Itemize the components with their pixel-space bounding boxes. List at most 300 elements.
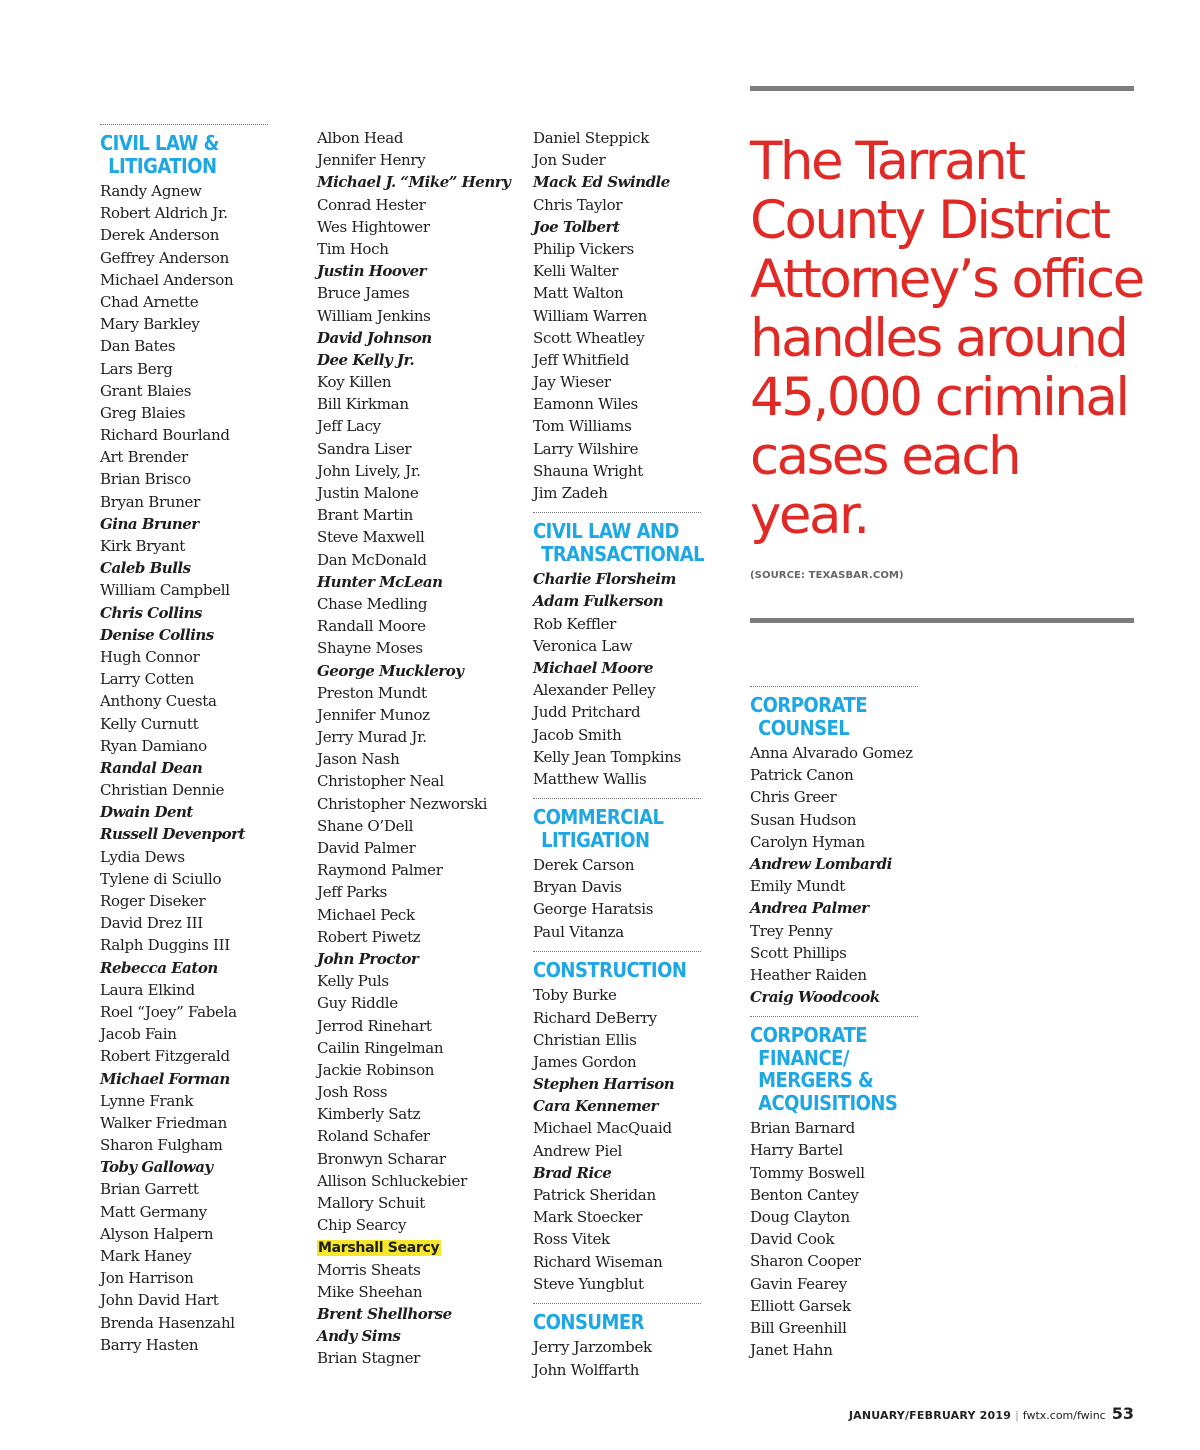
- lawyer-name: [533, 194, 701, 216]
- lawyer-name-text: Laura Elkind: [100, 980, 195, 999]
- lawyer-name-text: Jerry Jarzombek: [533, 1338, 652, 1357]
- lawyer-name: [100, 180, 268, 202]
- lawyer-name: [533, 216, 701, 238]
- section-divider: [750, 686, 918, 687]
- lawyer-name-text: Trey Penny: [750, 921, 833, 940]
- lawyer-name: [317, 482, 492, 504]
- lawyer-name-text: Lydia Dews: [100, 847, 185, 866]
- lawyer-name-text: Bruce James: [317, 284, 410, 303]
- lawyer-name: [100, 1245, 268, 1267]
- lawyer-name-text: Cara Kennemer: [533, 1097, 658, 1116]
- lawyer-name: [317, 704, 492, 726]
- lawyer-name: [533, 1228, 701, 1250]
- lawyer-name: [100, 1112, 268, 1134]
- lawyer-name: [750, 964, 918, 986]
- pull-quote-line: County District: [750, 190, 1109, 251]
- lawyer-name-text: David Palmer: [317, 839, 416, 857]
- lawyer-name: [100, 1090, 268, 1112]
- lawyer-name-text: Marshall Searcy: [318, 1240, 440, 1257]
- lawyer-name-text: Ryan Damiano: [100, 736, 207, 755]
- lawyer-name: [100, 1001, 268, 1023]
- lawyer-name: [533, 1140, 701, 1162]
- lawyer-name-text: Justin Hoover: [317, 262, 427, 281]
- lawyer-name: [100, 513, 268, 535]
- lawyer-name: [533, 854, 701, 876]
- lawyer-name: [533, 393, 701, 415]
- lawyer-name: [750, 786, 918, 808]
- section-heading-line: LITIGATION: [541, 827, 650, 852]
- lawyer-name: [100, 1068, 268, 1090]
- lawyer-name: [317, 194, 492, 216]
- lawyer-name-text: Jim Zadeh: [533, 484, 608, 502]
- lawyer-name: [750, 1162, 918, 1184]
- section-heading-line: MERGERS &: [758, 1068, 874, 1093]
- lawyer-name-text: Tommy Boswell: [750, 1163, 865, 1182]
- lawyer-name: [750, 1273, 918, 1295]
- lawyer-name: [100, 535, 268, 557]
- lawyer-name: [533, 1251, 701, 1273]
- lawyer-name-text: David Drez III: [100, 914, 203, 933]
- lawyer-name: [317, 571, 492, 593]
- lawyer-name-text: Chris Collins: [100, 603, 203, 622]
- section-heading-civil-law-and-transactional: [533, 519, 705, 566]
- lawyer-name-text: Randal Dean: [100, 758, 203, 777]
- lawyer-name-text: Elliott Garsek: [750, 1296, 851, 1315]
- lawyer-name: [533, 305, 701, 327]
- lawyer-name-text: Kelly Puls: [317, 972, 389, 991]
- lawyer-name: [533, 679, 701, 701]
- lawyer-name-text: Bryan Bruner: [100, 492, 201, 511]
- lawyer-name: [100, 779, 268, 801]
- section-divider: [533, 798, 701, 799]
- lawyer-name: [100, 446, 268, 468]
- section-divider: [533, 951, 701, 952]
- lawyer-name-text: Gavin Fearey: [750, 1274, 847, 1293]
- footer-site: fwtx.com/fwinc: [1022, 1409, 1106, 1422]
- lawyer-name-text: Jeff Whitfield: [533, 350, 630, 369]
- lawyer-name-text: Larry Cotten: [100, 670, 194, 689]
- section-heading-corporate-counsel: [750, 694, 901, 739]
- lawyer-name: [100, 579, 268, 601]
- lawyer-name-text: Walker Friedman: [100, 1113, 227, 1132]
- lawyer-name: [317, 1170, 492, 1192]
- section-heading-construction: [533, 957, 687, 982]
- lawyer-name: [317, 926, 492, 948]
- lawyer-name: [100, 979, 268, 1001]
- lawyer-name: [317, 1015, 492, 1037]
- column-3: [533, 127, 705, 1381]
- lawyer-name-text: Robert Fitzgerald: [100, 1047, 230, 1066]
- lawyer-name-text: Mary Barkley: [100, 315, 200, 334]
- lawyer-name: [100, 690, 268, 712]
- lawyer-name: [317, 526, 492, 548]
- lawyer-name-text: Randy Agnew: [100, 182, 202, 200]
- lawyer-name-text: Art Brender: [100, 448, 188, 467]
- lawyer-name: [317, 171, 511, 193]
- section-heading-corporate-finance-mergers-acquisitions: [750, 1024, 901, 1114]
- lawyer-name: [100, 491, 268, 513]
- lawyer-name: [317, 371, 492, 393]
- lawyer-name: [100, 890, 268, 912]
- lawyer-name: [317, 1037, 492, 1059]
- lawyer-name-text: Kirk Bryant: [100, 537, 186, 555]
- lawyer-name-text: George Haratsis: [533, 900, 654, 919]
- lawyer-name-text: Richard Bourland: [100, 426, 230, 445]
- lawyer-name: [100, 757, 268, 779]
- lawyer-name-text: Kelly Curnutt: [100, 714, 199, 733]
- lawyer-name-text: Justin Malone: [317, 484, 419, 502]
- lawyer-name: [317, 460, 492, 482]
- lawyer-name: [317, 327, 492, 349]
- lawyer-name-text: William Warren: [533, 306, 648, 325]
- lawyer-name-text: Kelly Jean Tompkins: [533, 747, 682, 766]
- lawyer-name: [100, 868, 268, 890]
- lawyer-name-text: Ross Vitek: [533, 1230, 610, 1249]
- section-gap: [533, 943, 701, 951]
- lawyer-name: [750, 1250, 918, 1272]
- section-heading-line: COUNSEL: [758, 715, 850, 740]
- page-number: 53: [1111, 1404, 1134, 1423]
- lawyer-name: [317, 1125, 492, 1147]
- lawyer-name-text: Wes Hightower: [317, 217, 430, 236]
- lawyer-name-text: Benton Cantey: [750, 1185, 859, 1204]
- lawyer-name-text: Brian Barnard: [750, 1119, 855, 1138]
- lawyer-name-text: Jacob Fain: [100, 1025, 177, 1044]
- lawyer-name: [317, 992, 492, 1014]
- lawyer-name: [100, 335, 268, 357]
- lawyer-name: [533, 371, 701, 393]
- lawyer-name-text: Janet Hahn: [750, 1341, 833, 1360]
- lawyer-name: [100, 846, 268, 868]
- lawyer-name: [100, 1334, 268, 1356]
- section-heading-commercial-litigation: [533, 806, 684, 851]
- lawyer-name-text: Brenda Hasenzahl: [100, 1313, 235, 1332]
- section-heading-line: LITIGATION: [108, 153, 217, 178]
- lawyer-name: [533, 1184, 701, 1206]
- lawyer-name: [533, 327, 701, 349]
- lawyer-name-text: Adam Fulkerson: [533, 592, 664, 611]
- lawyer-name: [100, 957, 268, 979]
- lawyer-name-text: Shauna Wright: [533, 461, 644, 480]
- lawyer-name-text: Heather Raiden: [750, 965, 867, 984]
- lawyer-name-text: Jackie Robinson: [317, 1060, 435, 1079]
- lawyer-name: [533, 349, 701, 371]
- lawyer-name: [100, 424, 268, 446]
- lawyer-name-text: Jeff Parks: [317, 883, 388, 902]
- pull-quote-top-rule: [750, 86, 1134, 91]
- lawyer-name: [750, 764, 918, 786]
- lawyer-name-text: Geffrey Anderson: [100, 248, 229, 267]
- lawyer-name-text: Toby Burke: [533, 986, 617, 1005]
- lawyer-name: [533, 921, 701, 943]
- lawyer-name: [317, 815, 492, 837]
- footer-issue: JANUARY/FEBRUARY 2019: [848, 1409, 1012, 1422]
- lawyer-name: [317, 637, 492, 659]
- lawyer-name-text: Jerrod Rinehart: [317, 1016, 432, 1035]
- lawyer-name: [317, 1325, 492, 1347]
- lawyer-name-text: Andrea Palmer: [750, 899, 869, 918]
- lawyer-name-text: Dan McDonald: [317, 550, 427, 569]
- lawyer-name: [533, 1095, 701, 1117]
- lawyer-name: [317, 1103, 492, 1125]
- footer-separator: |: [1015, 1409, 1019, 1422]
- lawyer-name-text: Koy Killen: [317, 373, 392, 392]
- lawyer-name-text: Chip Searcy: [317, 1216, 407, 1235]
- section-heading-line: ACQUISITIONS: [758, 1090, 898, 1115]
- lawyer-name: [750, 897, 918, 919]
- column-1: [100, 124, 268, 1356]
- lawyer-name-text: James Gordon: [533, 1052, 637, 1071]
- lawyer-name-text: Lynne Frank: [100, 1091, 194, 1110]
- lawyer-name: [317, 1347, 492, 1369]
- lawyer-name-text: Stephen Harrison: [533, 1075, 675, 1094]
- lawyer-name-text: John Wolffarth: [533, 1360, 640, 1379]
- lawyer-name: [750, 809, 918, 831]
- lawyer-name: [100, 1156, 268, 1178]
- lawyer-name: [533, 1007, 701, 1029]
- lawyer-name-text: Christian Ellis: [533, 1030, 637, 1049]
- lawyer-name-text: Steve Yungblut: [533, 1274, 644, 1293]
- lawyer-name: [100, 1223, 268, 1245]
- lawyer-name-text: Brian Brisco: [100, 470, 191, 489]
- lawyer-name-text: Bill Kirkman: [317, 395, 409, 414]
- lawyer-name-text: Chad Arnette: [100, 292, 199, 311]
- lawyer-name: [317, 904, 492, 926]
- lawyer-name: [750, 831, 918, 853]
- section-heading-line: TRANSACTIONAL: [541, 541, 705, 566]
- section-heading-line: COMMERCIAL: [533, 805, 664, 830]
- lawyer-name: [100, 557, 268, 579]
- lawyer-name-text: Shane O’Dell: [317, 816, 414, 835]
- lawyer-name: [750, 1117, 918, 1139]
- lawyer-name: [317, 748, 492, 770]
- lawyer-name-text: Richard Wiseman: [533, 1252, 663, 1271]
- lawyer-name: [100, 1289, 268, 1311]
- lawyer-name-text: Albon Head: [317, 129, 404, 147]
- lawyer-name: [533, 1073, 701, 1095]
- lawyer-name-text: Derek Carson: [533, 856, 635, 875]
- lawyer-name-text: Sharon Fulgham: [100, 1136, 223, 1155]
- column-4: [750, 686, 918, 1361]
- lawyer-name-text: Kelli Walter: [533, 262, 619, 281]
- lawyer-name-text: Chris Greer: [750, 788, 837, 807]
- lawyer-name-text: John Proctor: [317, 949, 419, 968]
- lawyer-name-text: Christopher Nezworski: [317, 794, 488, 813]
- lawyer-name: [533, 657, 701, 679]
- lawyer-name: [317, 1192, 492, 1214]
- page-footer: [849, 1404, 1134, 1423]
- section-heading-line: CONSUMER: [533, 1309, 644, 1334]
- lawyer-name-text: Tim Hoch: [317, 239, 389, 258]
- lawyer-name-text: Mark Stoecker: [533, 1208, 643, 1227]
- pull-quote-line: The Tarrant: [750, 131, 1024, 192]
- lawyer-name: [750, 942, 918, 964]
- lawyer-name-text: Sandra Liser: [317, 439, 412, 458]
- lawyer-name-text: Hunter McLean: [317, 572, 443, 591]
- lawyer-name-text: Daniel Steppick: [533, 129, 650, 147]
- lawyer-name-text: Michael Peck: [317, 905, 415, 924]
- lawyer-name-text: Jerry Murad Jr.: [317, 728, 427, 747]
- lawyer-name: [317, 1148, 492, 1170]
- section-heading-line: CIVIL LAW &: [100, 131, 219, 155]
- lawyer-name: [100, 602, 268, 624]
- lawyer-name-text: Shayne Moses: [317, 639, 423, 658]
- lawyer-name: [750, 742, 918, 764]
- lawyer-name: [317, 549, 492, 571]
- lawyer-name-text: Roland Schafer: [317, 1127, 430, 1146]
- lawyer-name: [533, 1206, 701, 1228]
- lawyer-name: [317, 127, 492, 149]
- lawyer-name: [100, 735, 268, 757]
- lawyer-name-text: Mack Ed Swindle: [533, 173, 670, 192]
- lawyer-name-text: Toby Galloway: [100, 1158, 213, 1177]
- lawyer-name: [533, 1117, 701, 1139]
- lawyer-name: [750, 1317, 918, 1339]
- lawyer-name-text: Guy Riddle: [317, 994, 398, 1013]
- section-heading-line: FINANCE/: [758, 1045, 849, 1070]
- lawyer-name: [533, 282, 701, 304]
- lawyer-name-text: William Jenkins: [317, 306, 431, 325]
- lawyer-name-text: Brian Stagner: [317, 1349, 421, 1368]
- lawyer-name: [750, 875, 918, 897]
- lawyer-name: [100, 247, 268, 269]
- lawyer-name: [317, 881, 492, 903]
- lawyer-name: [533, 415, 701, 437]
- lawyer-name-text: Ralph Duggins III: [100, 936, 230, 955]
- lawyer-name-text: Paul Vitanza: [533, 922, 624, 941]
- lawyer-name: [317, 438, 492, 460]
- lawyer-name-text: Robert Aldrich Jr.: [100, 204, 228, 223]
- section-divider: [533, 512, 701, 513]
- lawyer-name: [100, 668, 268, 690]
- lawyer-name-text: Mike Sheehan: [317, 1282, 423, 1301]
- lawyer-name-text: Eamonn Wiles: [533, 395, 638, 414]
- lawyer-name: [750, 986, 918, 1008]
- lawyer-name: [100, 358, 268, 380]
- lawyer-name-text: Bryan Davis: [533, 878, 622, 897]
- lawyer-name-text: Scott Wheatley: [533, 328, 645, 347]
- section-gap: [533, 504, 701, 512]
- lawyer-name: [533, 1051, 701, 1073]
- lawyer-name: [750, 1228, 918, 1250]
- lawyer-name: [533, 701, 701, 723]
- lawyer-name: [533, 746, 701, 768]
- lawyer-name-text: Rob Keffler: [533, 614, 617, 633]
- lawyer-name-text: Joe Tolbert: [533, 217, 620, 236]
- lawyer-name-text: Dwain Dent: [100, 803, 193, 822]
- lawyer-name-text: Andy Sims: [317, 1327, 401, 1346]
- lawyer-name: [317, 1281, 492, 1303]
- lawyer-name-text: Caleb Bulls: [100, 559, 191, 578]
- lawyer-name-text: Randall Moore: [317, 617, 426, 636]
- lawyer-name-text: Jennifer Munoz: [317, 705, 430, 724]
- lawyer-name: [317, 948, 492, 970]
- lawyer-name: [317, 282, 492, 304]
- lawyer-name-text: Brent Shellhorse: [317, 1304, 452, 1323]
- lawyer-name: [317, 216, 492, 238]
- lawyer-name: [317, 660, 492, 682]
- lawyer-name-text: Susan Hudson: [750, 810, 857, 829]
- lawyer-name: [100, 1201, 268, 1223]
- lawyer-name-text: Larry Wilshire: [533, 439, 639, 458]
- lawyer-name-text: Mark Haney: [100, 1247, 192, 1265]
- lawyer-name-text: David Cook: [750, 1230, 835, 1249]
- lawyer-name: [317, 615, 492, 637]
- pull-quote-line: 45,000 criminal: [750, 367, 1128, 428]
- lawyer-name: [100, 823, 268, 845]
- lawyer-name-text: Charlie Florsheim: [533, 570, 676, 589]
- section-heading-line: CORPORATE: [750, 1023, 867, 1048]
- lawyer-name: [317, 260, 492, 282]
- lawyer-name-text: Russell Devenport: [100, 825, 245, 844]
- section-heading-line: CONSTRUCTION: [533, 957, 687, 982]
- lawyer-name: [100, 313, 268, 335]
- lawyer-name-text: Patrick Canon: [750, 766, 854, 785]
- lawyer-name: [100, 934, 268, 956]
- lawyer-name: [317, 1081, 492, 1103]
- lawyer-name-text: Michael Forman: [100, 1069, 230, 1088]
- lawyer-name: [533, 613, 701, 635]
- lawyer-name-text: Bill Greenhill: [750, 1318, 847, 1337]
- lawyer-name-text: Raymond Palmer: [317, 861, 443, 880]
- lawyer-name-text: Jeff Lacy: [317, 417, 381, 436]
- lawyer-name-text: George Muckleroy: [317, 661, 464, 680]
- lawyer-name: [100, 646, 268, 668]
- section-divider: [100, 124, 268, 125]
- lawyer-name-text: Robert Piwetz: [317, 927, 421, 946]
- lawyer-name: [317, 793, 492, 815]
- lawyer-name: [533, 1162, 701, 1184]
- lawyer-name-text: Brad Rice: [533, 1163, 612, 1182]
- lawyer-name-text: Sharon Cooper: [750, 1252, 861, 1271]
- lawyer-name: [317, 504, 492, 526]
- lawyer-name: [317, 682, 492, 704]
- pull-quote-line: year.: [750, 485, 868, 546]
- lawyer-name-text: Michael MacQuaid: [533, 1119, 672, 1138]
- lawyer-name-text: Dan Bates: [100, 337, 176, 356]
- lawyer-name: [533, 1359, 701, 1381]
- lawyer-name-text: Scott Phillips: [750, 943, 847, 962]
- lawyer-name-text: Tylene di Sciullo: [100, 869, 222, 888]
- lawyer-name-text: Cailin Ringelman: [317, 1038, 444, 1057]
- lawyer-name: [317, 1259, 492, 1281]
- lawyer-name-text: Jay Wieser: [533, 373, 611, 392]
- lawyer-name: [100, 713, 268, 735]
- lawyer-name-text: Mallory Schuit: [317, 1194, 425, 1212]
- lawyer-name: [750, 1339, 918, 1361]
- lawyer-name: [750, 1206, 918, 1228]
- lawyer-name: [317, 1303, 492, 1325]
- lawyer-name-text: Philip Vickers: [533, 239, 634, 258]
- pull-quote-bottom-rule: [750, 618, 1134, 623]
- lawyer-name: [317, 415, 492, 437]
- lawyer-name-text: Steve Maxwell: [317, 528, 425, 547]
- lawyer-name-text: Chris Taylor: [533, 195, 623, 214]
- lawyer-name: [317, 859, 492, 881]
- lawyer-name: [750, 1295, 918, 1317]
- lawyer-name: [100, 380, 268, 402]
- lawyer-name: [317, 305, 492, 327]
- section-gap: [750, 1008, 918, 1016]
- lawyer-name: [750, 920, 918, 942]
- lawyer-name-text: Josh Ross: [317, 1083, 388, 1102]
- lawyer-name-text: Matthew Wallis: [533, 769, 647, 788]
- lawyer-name: [317, 837, 492, 859]
- lawyer-name-text: Brian Garrett: [100, 1180, 199, 1199]
- lawyer-name-text: Michael Moore: [533, 658, 654, 677]
- lawyer-name-text: Michael J. “Mike” Henry: [317, 173, 511, 192]
- lawyer-name-text: Michael Anderson: [100, 270, 234, 289]
